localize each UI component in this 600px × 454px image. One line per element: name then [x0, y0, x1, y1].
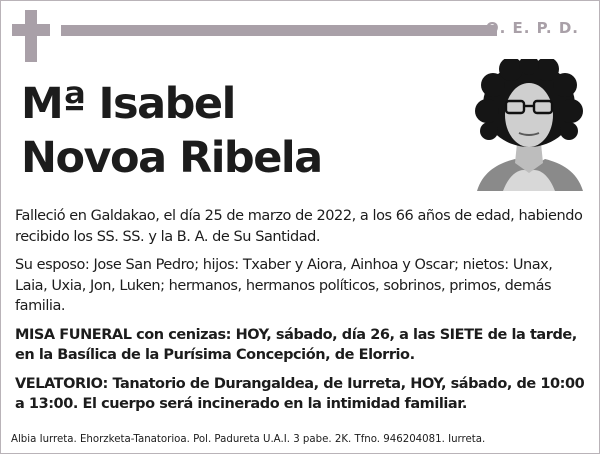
deceased-surnames: Novoa Ribela: [21, 133, 322, 183]
deceased-first-name: Mª Isabel: [21, 79, 235, 129]
cross-horizontal-bar: [12, 24, 50, 36]
obituary-body: [15, 206, 587, 423]
family-list: Su esposo: Jose San Pedro; hijos: Txaber y Aiora, Ainhoa y Oscar; nietos: Unax, Laia, Uxia, Jon, Luken; hermanos, hermanos políticos, sobrinos, primos, demás familia.: [15, 257, 553, 314]
funeral-home-footer: Albia Iurreta. Ehorzketa-Tanatorioa. Pol. Padureta U.A.I. 3 pabe. 2K. Tfno. 946204081. Iurreta.: [11, 434, 486, 445]
death-notice: Falleció en Galdakao, el día 25 de marzo de 2022, a los 66 años de edad, habiendo recibido los SS. SS. y la B. A. de Su Santidad.: [15, 208, 583, 245]
cross-vertical-bar: [25, 10, 37, 62]
deceased-name: [21, 77, 322, 185]
qepd-label: Q. E. P. D.: [485, 19, 579, 37]
portrait-face: [505, 83, 553, 147]
portrait-illustration: [473, 59, 585, 191]
wake-details: VELATORIO: Tanatorio de Durangaldea, de Iurreta, HOY, sábado, de 10:00 a 13:00. El cuerpo será incinerado en la intimidad familiar.: [15, 375, 585, 412]
cross-icon: [12, 10, 50, 62]
funeral-mass: MISA FUNERAL con cenizas: HOY, sábado, día 26, a las SIETE de la tarde, en la Basílica de la Purísima Concepción, de Elorrio.: [15, 326, 577, 363]
header-rule: [61, 25, 497, 36]
portrait-photo: [473, 59, 585, 191]
